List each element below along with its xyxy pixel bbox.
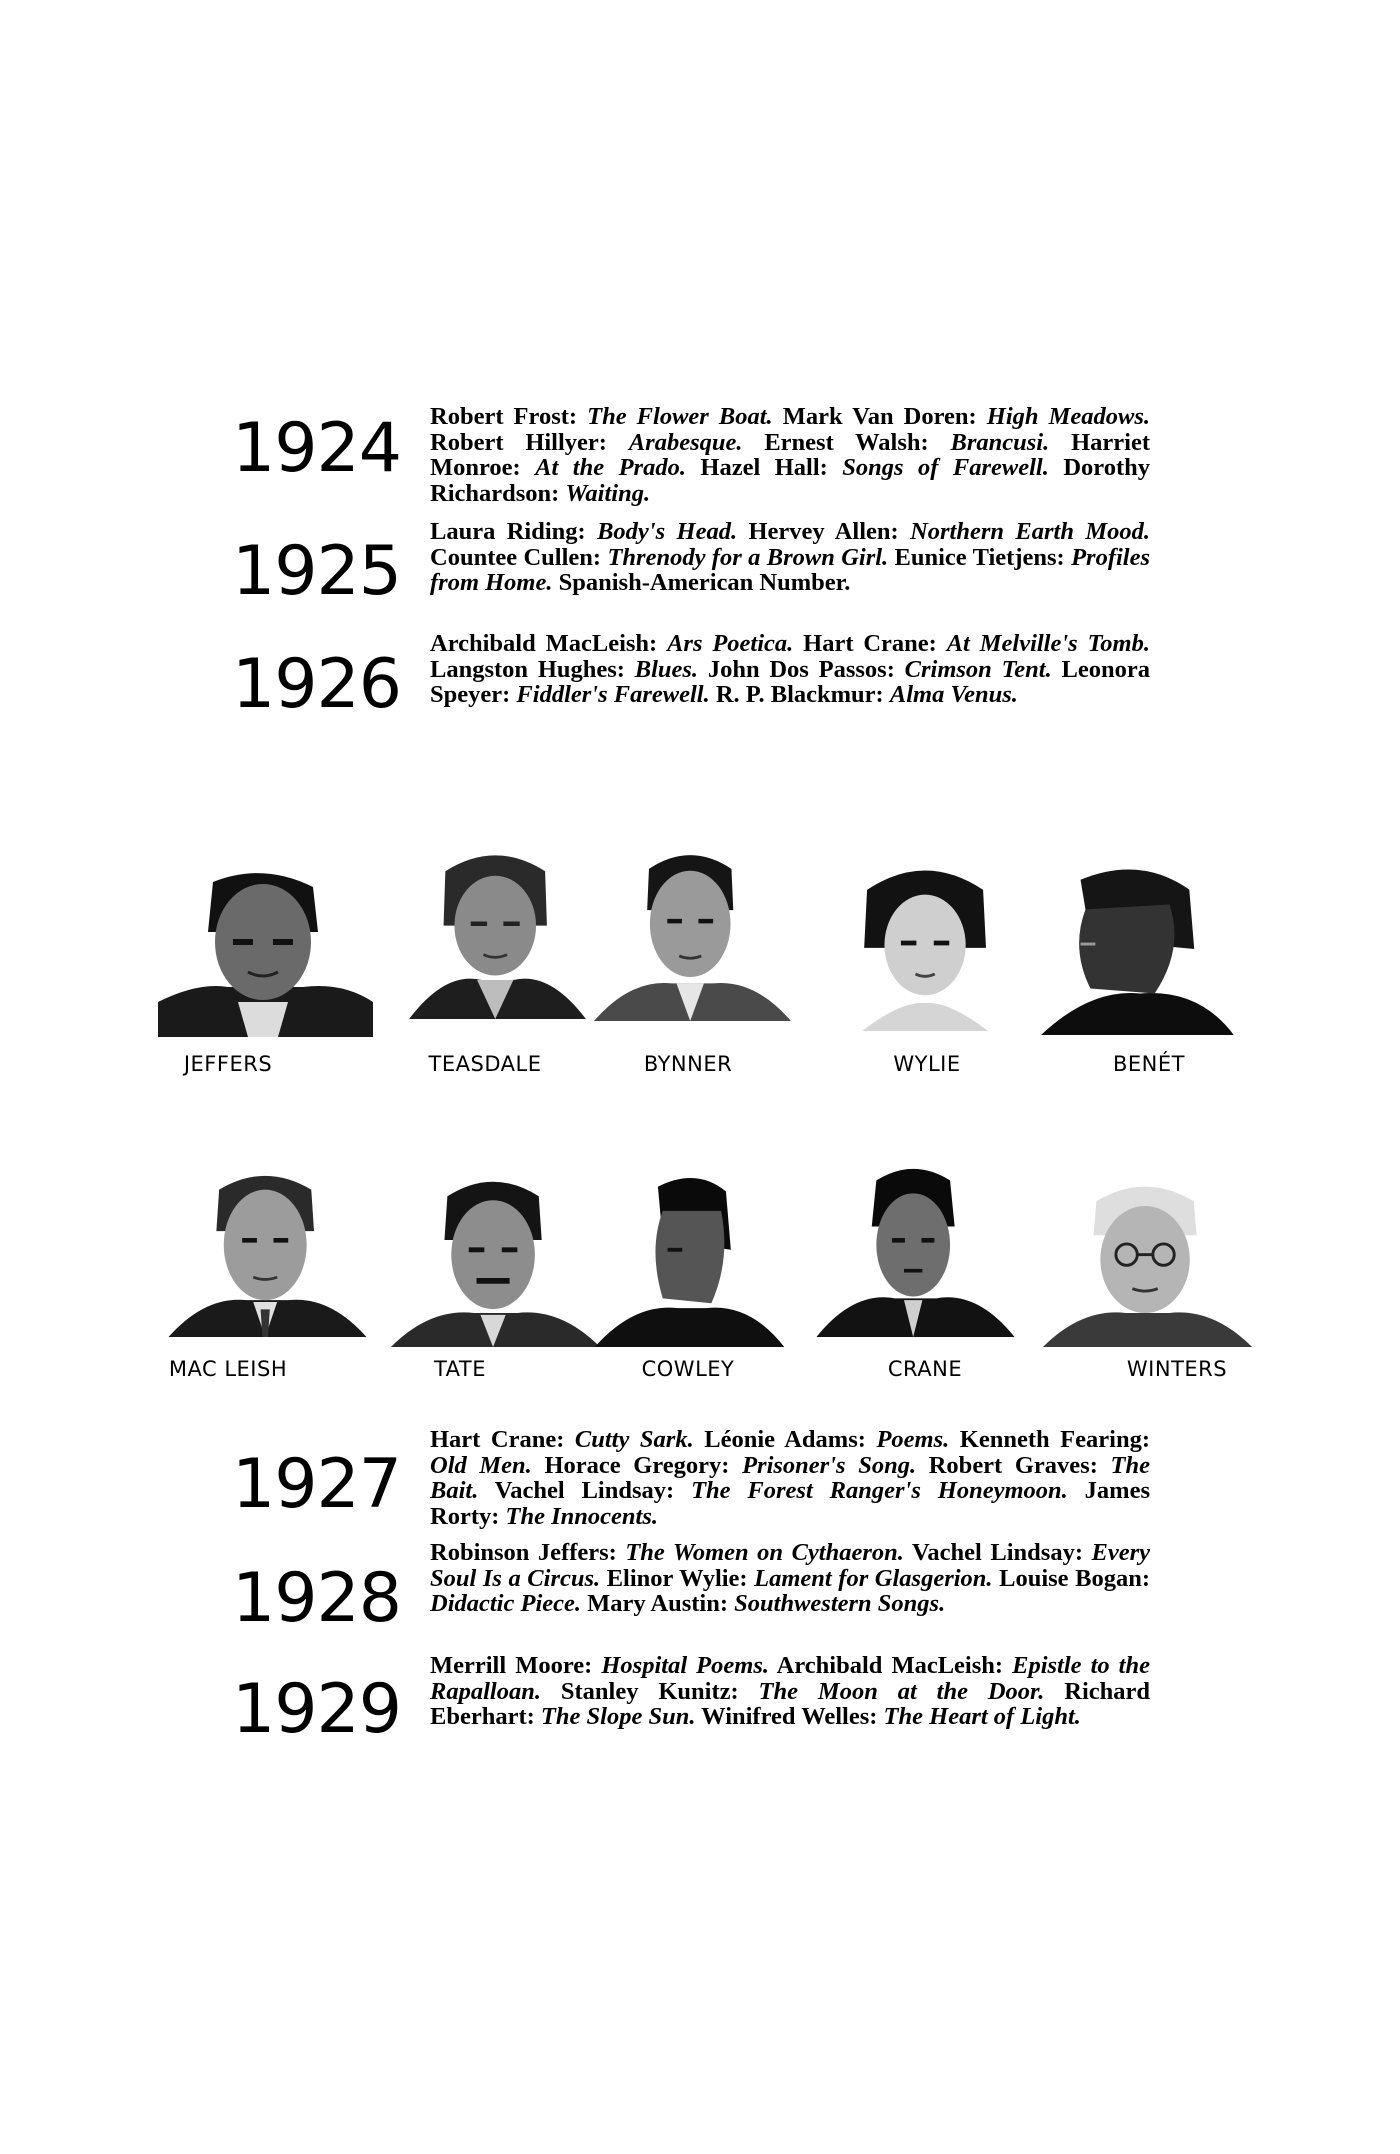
author: Robert Hillyer: <box>430 428 629 456</box>
portrait-wylie <box>820 856 1035 1031</box>
poem-title: Waiting. <box>565 479 651 507</box>
entry-1929 <box>430 1653 1150 1730</box>
entry-1924 <box>430 404 1150 506</box>
poem-title: The Slope Sun. <box>540 1703 696 1730</box>
poem-title: Lament for Glasgerion. <box>754 1564 993 1592</box>
author: Archibald MacLeish: <box>430 630 668 657</box>
poem-title: Every Soul Is a Circus. <box>430 1539 1151 1592</box>
author: Robinson Jeffers: <box>430 1539 626 1566</box>
poem-title: Hospital Poems. <box>601 1652 769 1679</box>
poem-title: The Forest Ranger's Honeymoon. <box>691 1477 1068 1504</box>
author: Louise Bogan: <box>992 1564 1150 1592</box>
author: Harriet Monroe: <box>430 428 1150 481</box>
poem-title: Old Men. <box>430 1451 532 1479</box>
portrait-tate <box>388 1172 603 1347</box>
caption-tate: TATE <box>433 1357 487 1381</box>
year-1926: 1926 <box>232 645 402 724</box>
poem-title: Alma Venus. <box>889 681 1018 708</box>
caption-macleish: MAC LEISH <box>168 1357 288 1381</box>
poem-title: Cutty Sark. <box>574 1426 694 1453</box>
author: Dorothy Richardson: <box>430 454 1150 507</box>
author: Countee Cullen: <box>430 543 608 571</box>
poem-title: The Women on Cythaeron. <box>625 1539 904 1566</box>
author: R. P. Blackmur: <box>709 681 890 708</box>
entry-1925 <box>430 519 1150 596</box>
author: Mark Van Doren: <box>772 403 987 430</box>
poem-title: Arabesque. <box>628 428 743 456</box>
author: James Rorty: <box>430 1477 1150 1530</box>
portrait-macleish <box>160 1162 375 1337</box>
author: Merrill Moore: <box>430 1652 602 1679</box>
poem-title: Threnody for a Brown Girl. <box>607 543 889 571</box>
author: Spanish-American Number. <box>552 569 851 596</box>
poem-title: Poems. <box>876 1426 950 1453</box>
author: Stanley Kunitz: <box>540 1677 759 1705</box>
author: Ernest Walsh: <box>742 428 951 456</box>
poem-title: At the Prado. <box>535 454 686 481</box>
author: Hazel Hall: <box>685 454 843 481</box>
author: Robert Frost: <box>430 403 588 430</box>
poem-title: Prisoner's Song. <box>742 1451 917 1479</box>
author: Elinor Wylie: <box>600 1564 755 1592</box>
poem-title: The Flower Boat. <box>587 403 773 430</box>
author: Richard Eberhart: <box>430 1677 1150 1730</box>
poem-title: Body's Head. <box>597 518 738 545</box>
year-1928: 1928 <box>232 1559 402 1638</box>
caption-cowley: COWLEY <box>641 1357 735 1381</box>
author: Mary Austin: <box>581 1590 735 1617</box>
portrait-teasdale <box>390 844 605 1019</box>
author: Léonie Adams: <box>693 1426 877 1453</box>
year-1924: 1924 <box>232 409 402 488</box>
portrait-benet <box>1020 860 1235 1035</box>
poem-title: Epistle to the Rapalloan. <box>430 1652 1150 1705</box>
author: Robert Graves: <box>916 1451 1111 1479</box>
year-1929: 1929 <box>232 1670 402 1749</box>
year-1927: 1927 <box>232 1445 402 1524</box>
poem-title: Crimson Tent. <box>904 655 1052 683</box>
poem-title: The Heart of Light. <box>883 1703 1081 1730</box>
author: Vachel Lindsay: <box>478 1477 692 1504</box>
poem-title: Northern Earth Mood. <box>910 518 1150 545</box>
poem-title: At Melville's Tomb. <box>946 630 1150 657</box>
author: Archibald MacLeish: <box>768 1652 1013 1679</box>
caption-jeffers: JEFFERS <box>183 1052 273 1076</box>
poem-title: The Bait. <box>430 1451 1150 1504</box>
entry-1927 <box>430 1427 1150 1529</box>
portrait-jeffers <box>158 862 373 1037</box>
author: Vachel Lindsay: <box>903 1539 1092 1566</box>
author: Laura Riding: <box>430 518 598 545</box>
poem-title: Fiddler's Farewell. <box>516 681 710 708</box>
author: Langston Hughes: <box>430 655 635 683</box>
poem-title: Songs of Farewell. <box>842 454 1049 481</box>
portrait-crane <box>808 1162 1023 1337</box>
caption-crane: CRANE <box>887 1357 963 1381</box>
portrait-winters <box>1040 1172 1255 1347</box>
year-1925: 1925 <box>232 532 402 611</box>
caption-benet: BENÉT <box>1113 1052 1185 1076</box>
poem-title: Southwestern Songs. <box>734 1590 946 1617</box>
author: Hart Crane: <box>793 630 947 657</box>
author: Eunice Tietjens: <box>888 543 1072 571</box>
author: Winifred Welles: <box>695 1703 884 1730</box>
poem-title: The Moon at the Door. <box>758 1677 1045 1705</box>
portrait-bynner <box>585 846 800 1021</box>
poem-title: Profiles from Home. <box>430 543 1150 596</box>
author: John Dos Passos: <box>698 655 905 683</box>
caption-wylie: WYLIE <box>893 1052 961 1076</box>
entry-1926 <box>430 631 1150 708</box>
poem-title: The Innocents. <box>505 1502 658 1530</box>
poem-title: High Meadows. <box>986 403 1150 430</box>
author: Hervey Allen: <box>737 518 911 545</box>
entry-1928 <box>430 1540 1150 1617</box>
poem-title: Brancusi. <box>950 428 1050 456</box>
poem-title: Blues. <box>634 655 699 683</box>
author: Kenneth Fearing: <box>949 1426 1150 1453</box>
author: Hart Crane: <box>430 1426 575 1453</box>
caption-bynner: BYNNER <box>643 1052 733 1076</box>
author: Leonora Speyer: <box>430 655 1150 708</box>
author: Horace Gregory: <box>531 1451 743 1479</box>
caption-winters: WINTERS <box>1126 1357 1228 1381</box>
caption-teasdale: TEASDALE <box>428 1052 542 1076</box>
poem-title: Didactic Piece. <box>430 1590 582 1617</box>
poem-title: Ars Poetica. <box>667 630 794 657</box>
portrait-cowley <box>582 1172 797 1347</box>
